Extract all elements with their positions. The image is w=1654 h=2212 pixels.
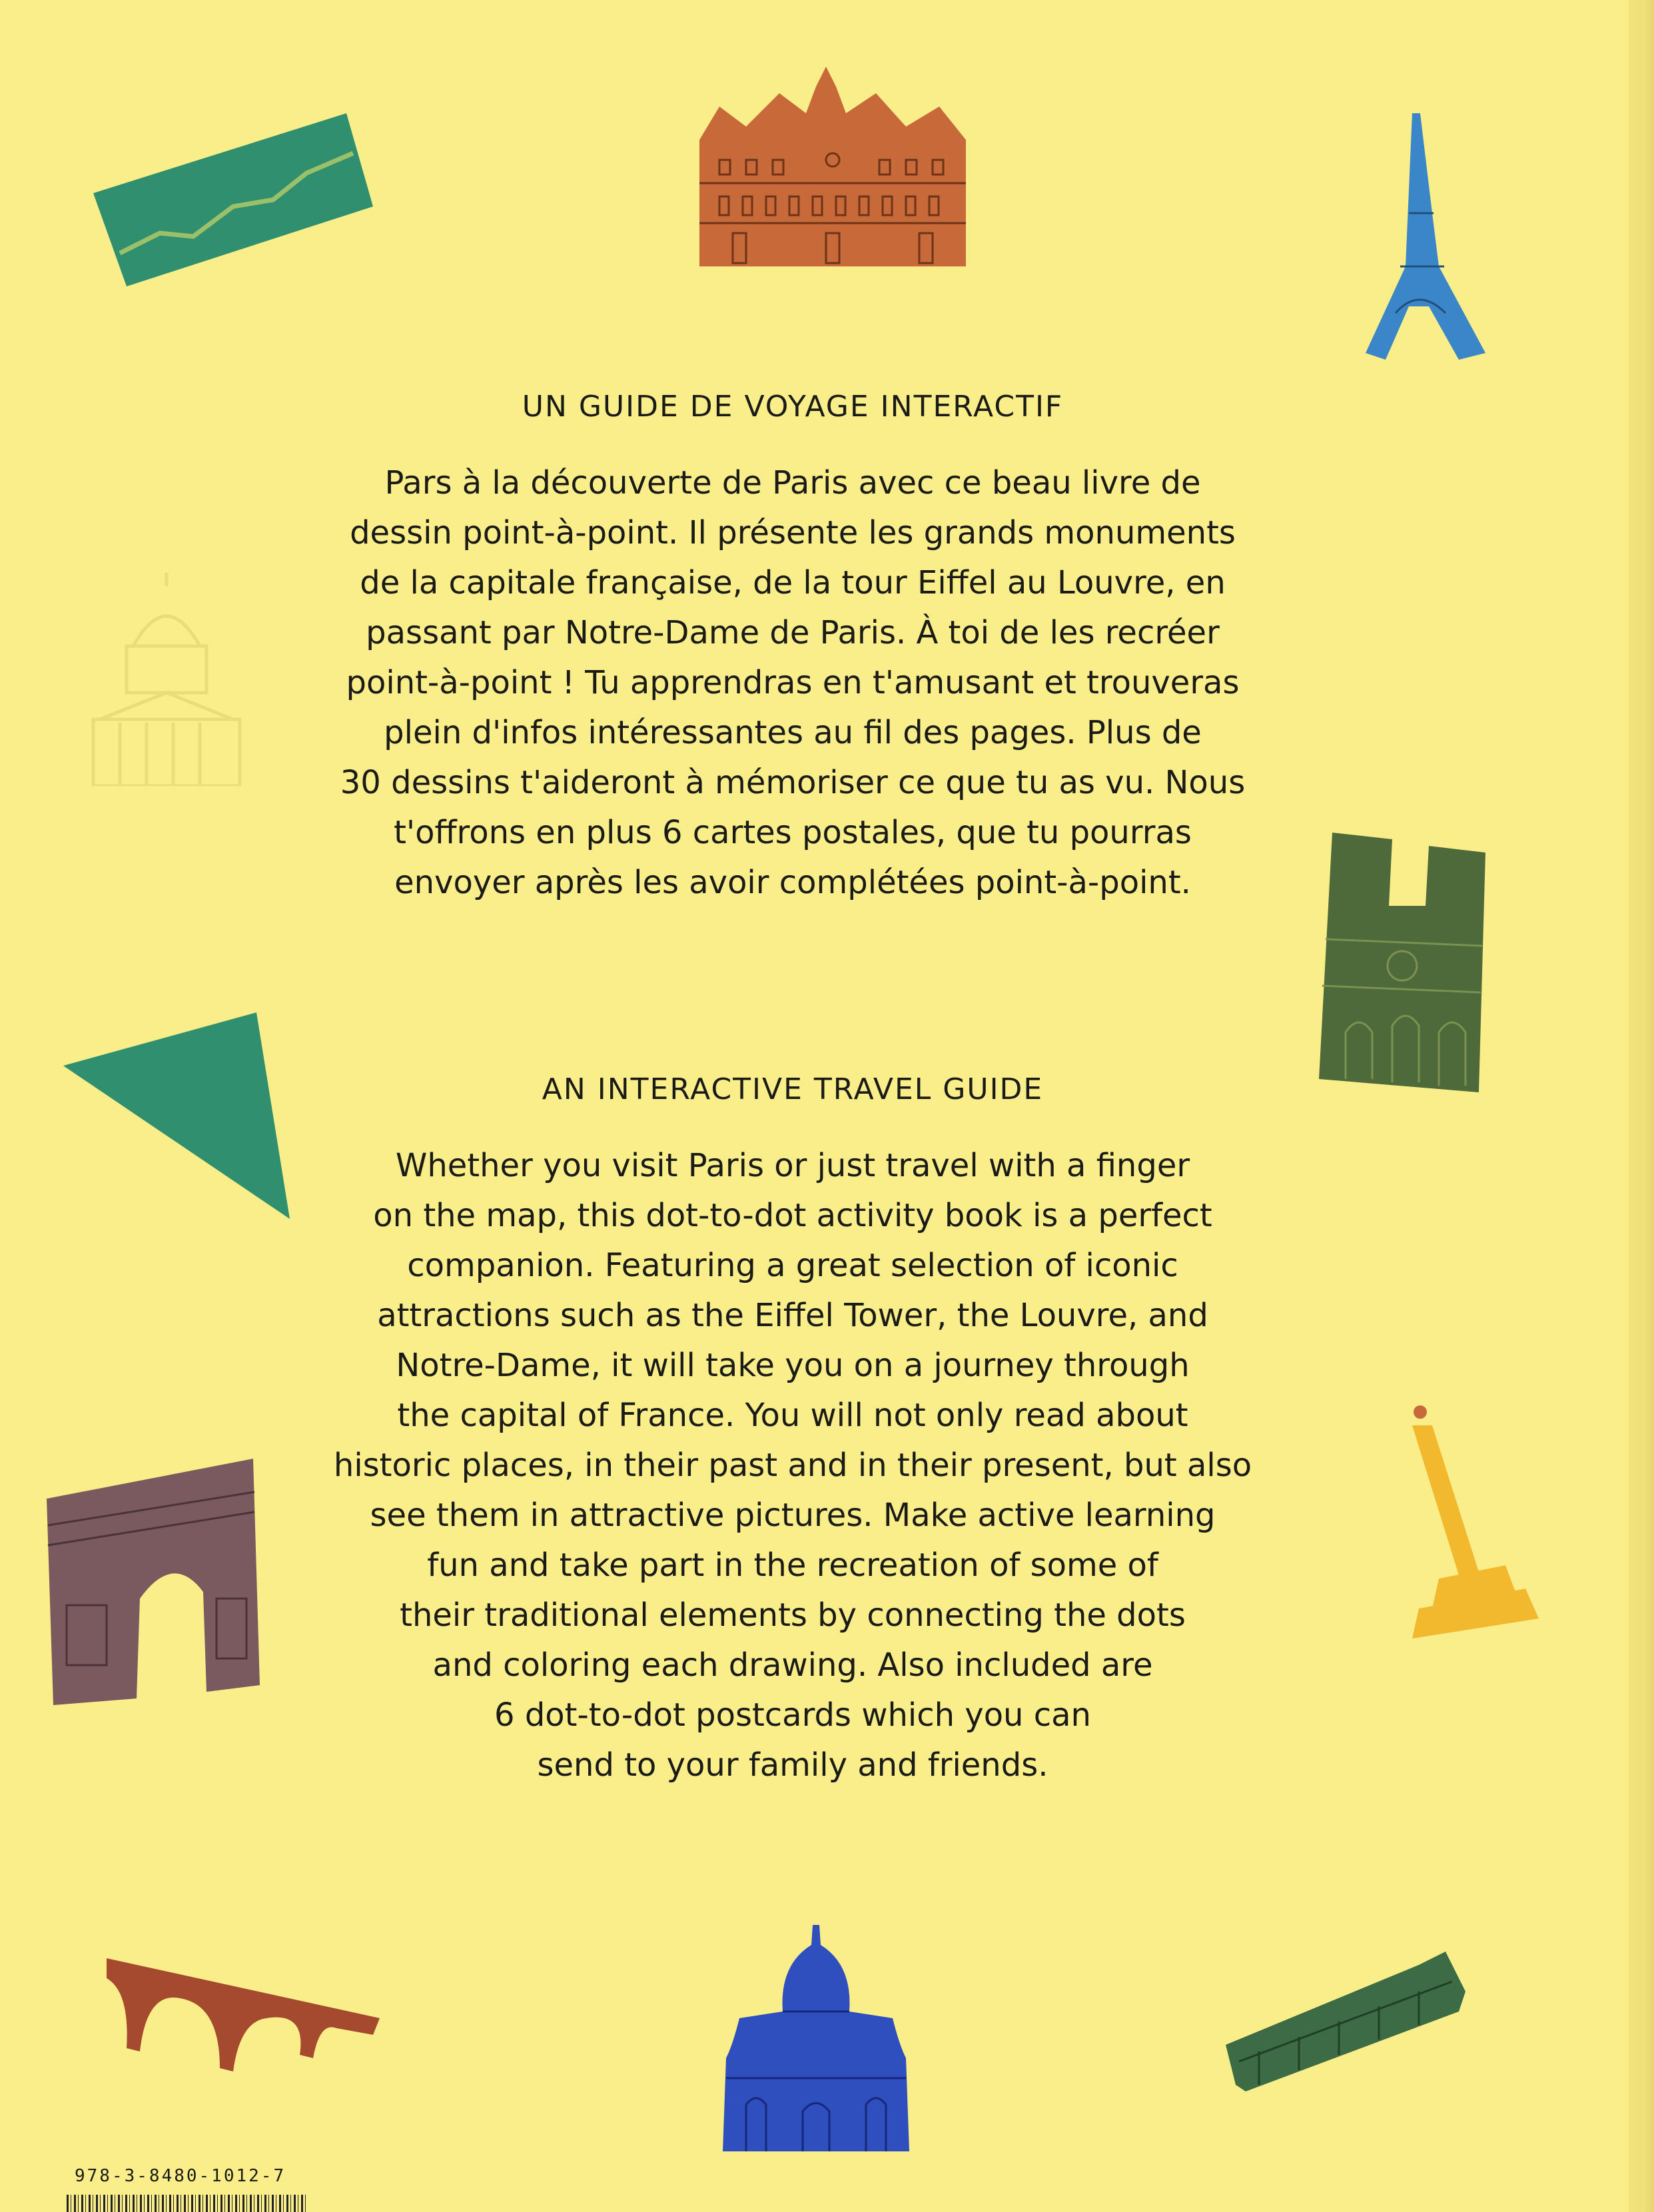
english-line: send to your family and friends. xyxy=(537,1746,1048,1784)
french-line: envoyer après les avoir complétées point-à-point. xyxy=(394,864,1191,901)
french-line: plein d'infos intéressantes au fil des pages. Plus de xyxy=(384,714,1202,751)
french-line: Pars à la découverte de Paris avec ce beau livre de xyxy=(384,464,1201,502)
english-paragraph xyxy=(280,1141,1306,1790)
french-heading: UN GUIDE DE VOYAGE INTERACTIF xyxy=(522,390,1064,424)
bridge-icon xyxy=(100,1945,386,2091)
english-section xyxy=(280,1072,1306,1790)
notre-dame-icon xyxy=(1319,813,1492,1092)
barcode xyxy=(67,2195,306,2212)
french-section xyxy=(280,390,1306,908)
arc-de-triomphe-icon xyxy=(40,1459,266,1712)
english-line: attractions such as the Eiffel Tower, the Louvre, and xyxy=(377,1297,1208,1334)
english-line: fun and take part in the recreation of some of xyxy=(427,1547,1158,1584)
french-line: de la capitale française, de la tour Eiffel au Louvre, en xyxy=(360,564,1226,601)
english-line: Notre-Dame, it will take you on a journey through xyxy=(396,1347,1190,1384)
english-heading: AN INTERACTIVE TRAVEL GUIDE xyxy=(542,1072,1044,1106)
french-line: t'offrons en plus 6 cartes postales, que tu pourras xyxy=(394,814,1192,851)
louvre-wing-icon xyxy=(1219,1952,1472,2098)
english-line: their traditional elements by connecting the dots xyxy=(400,1597,1186,1634)
english-line: on the map, this dot-to-dot activity book is a perfect xyxy=(373,1197,1212,1234)
eiffel-tower-icon xyxy=(1359,113,1492,366)
pantheon-icon xyxy=(80,573,253,786)
book-edge xyxy=(1629,0,1654,2212)
french-line: 30 dessins t'aideront à mémoriser ce que tu as vu. Nous xyxy=(340,764,1246,801)
french-line: dessin point-à-point. Il présente les grands monuments xyxy=(350,514,1236,552)
isbn-number: 978-3-8480-1012-7 xyxy=(75,2166,286,2186)
french-line: passant par Notre-Dame de Paris. À toi de les recréer xyxy=(366,614,1220,651)
english-line: historic places, in their past and in their present, but also xyxy=(333,1447,1252,1484)
hotel-de-ville-icon xyxy=(693,67,973,273)
english-line: 6 dot-to-dot postcards which you can xyxy=(494,1696,1091,1734)
french-line: point-à-point ! Tu apprendras en t'amusant et trouveras xyxy=(346,664,1240,701)
english-line: companion. Featuring a great selection of iconic xyxy=(407,1247,1178,1284)
pennant-icon xyxy=(57,1012,296,1226)
map-icon xyxy=(80,100,386,300)
english-line: see them in attractive pictures. Make active learning xyxy=(370,1497,1216,1534)
english-line: Whether you visit Paris or just travel with a finger xyxy=(395,1147,1190,1184)
english-line: the capital of France. You will not only read about xyxy=(397,1397,1188,1434)
column-icon xyxy=(1399,1399,1545,1639)
sacre-coeur-icon xyxy=(719,1925,913,2151)
english-line: and coloring each drawing. Also included are xyxy=(432,1647,1153,1684)
french-paragraph xyxy=(280,458,1306,908)
